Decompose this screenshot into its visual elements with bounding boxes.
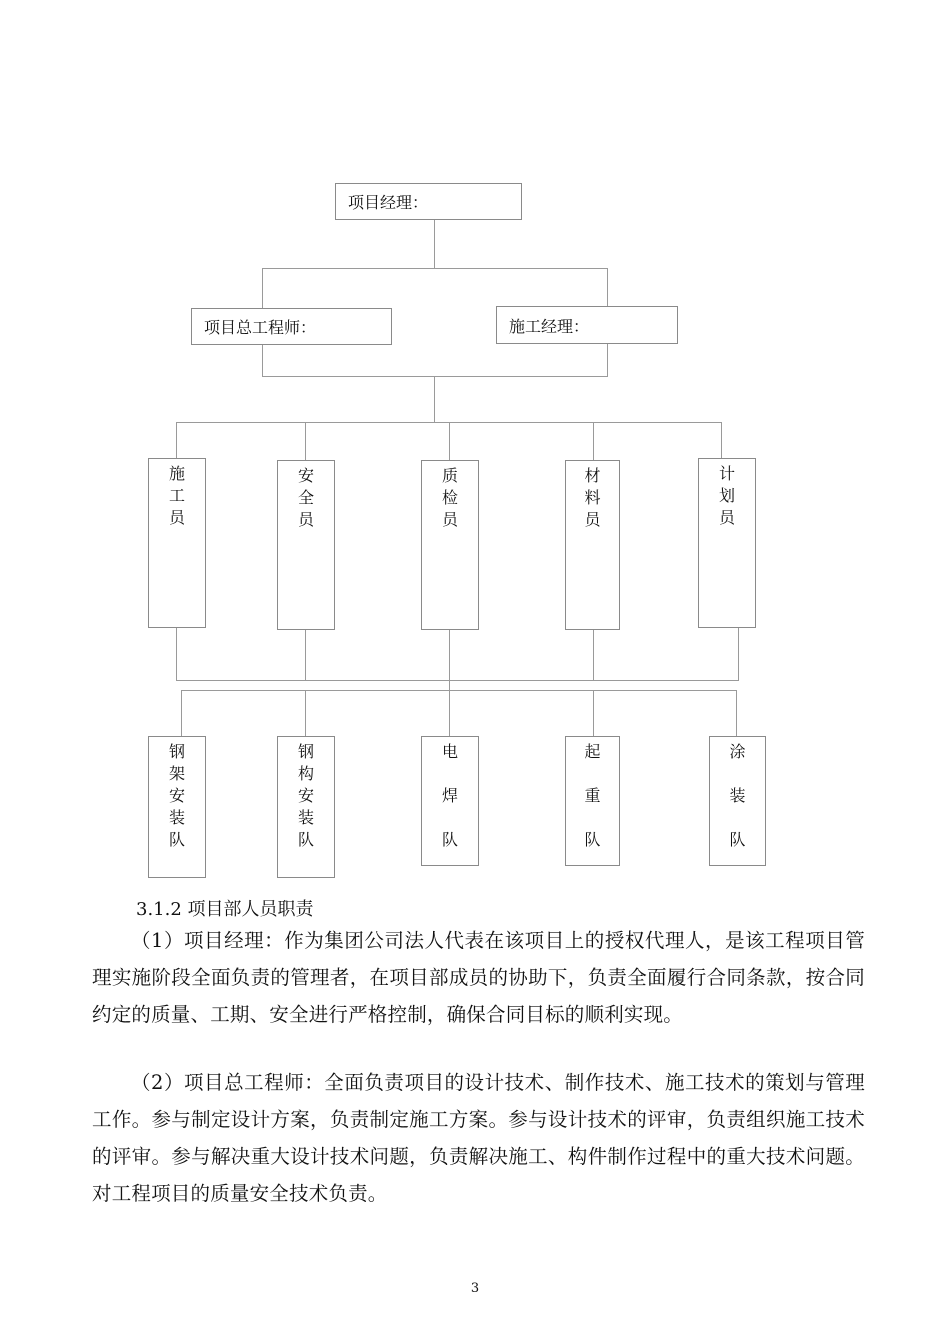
- chief-engineer-label: 项目总工程师：: [204, 318, 317, 337]
- connector-line: [736, 690, 737, 736]
- paragraph-project-manager: （1）项目经理：作为集团公司法人代表在该项目上的授权代理人，是该工程项目管理实施阶段全面负责的管理者，在项目部成员的协助下，负责全面履行合同条款，按合同约定的质量、工期、安全进行严格控制，确保合同目标的顺利实现。: [92, 929, 865, 1026]
- connector-line: [721, 422, 722, 458]
- team-label: 钢 架 安 装 队: [168, 742, 185, 849]
- section-heading: 3.1.2 项目部人员职责: [136, 899, 314, 920]
- team-box-painting: [709, 736, 766, 866]
- staff-box-material: [565, 460, 620, 630]
- construction-manager-box: [496, 306, 678, 344]
- project-manager-box: [335, 183, 522, 220]
- team-label: 起 重 队: [584, 742, 601, 849]
- staff-box-quality: [421, 460, 479, 630]
- connector-line: [593, 690, 594, 736]
- staff-label: 施 工 员: [168, 464, 185, 527]
- page-number: 3: [470, 1281, 480, 1296]
- team-box-lifting: [565, 736, 620, 866]
- connector-line: [262, 376, 608, 377]
- staff-box-construction: [148, 458, 206, 628]
- connector-line: [593, 630, 594, 680]
- staff-box-planning: [698, 458, 756, 628]
- team-box-steel-structure: [277, 736, 335, 878]
- connector-line: [449, 630, 450, 736]
- connector-line: [738, 628, 739, 680]
- connector-line: [593, 422, 594, 460]
- paragraph-chief-engineer: （2）项目总工程师：全面负责项目的设计技术、制作技术、施工技术的策划与管理工作。参与制定设计方案，负责制定施工方案。参与设计技术的评审，负责组织施工技术的评审。参与解决重大设计技术问题，负责解决施工、构件制作过程中的重大技术问题。对工程项目的质量安全技术负责。: [92, 1071, 865, 1205]
- staff-label: 计 划 员: [718, 464, 735, 527]
- staff-label: 安 全 员: [297, 466, 314, 529]
- connector-line: [449, 422, 450, 460]
- team-box-steel-frame: [148, 736, 206, 878]
- project-manager-label: 项目经理：: [348, 193, 429, 212]
- team-box-welding: [421, 736, 479, 866]
- connector-line: [181, 690, 182, 736]
- chief-engineer-box: [191, 308, 392, 345]
- staff-label: 质 检 员: [441, 466, 458, 529]
- connector-line: [305, 630, 306, 680]
- construction-manager-label: 施工经理：: [509, 316, 590, 336]
- connector-line: [262, 268, 608, 269]
- connector-line: [305, 422, 306, 460]
- connector-line: [305, 690, 306, 736]
- connector-line: [176, 628, 177, 680]
- staff-label: 材 料 员: [584, 466, 601, 529]
- connector-line: [176, 680, 739, 681]
- connector-line: [181, 690, 737, 691]
- team-label: 钢 构 安 装 队: [297, 742, 314, 849]
- staff-box-safety: [277, 460, 335, 630]
- connector-line: [434, 376, 435, 422]
- team-label: 电 焊 队: [441, 742, 458, 849]
- connector-line: [434, 220, 435, 268]
- connector-line: [176, 422, 177, 458]
- team-label: 涂 装 队: [729, 742, 746, 849]
